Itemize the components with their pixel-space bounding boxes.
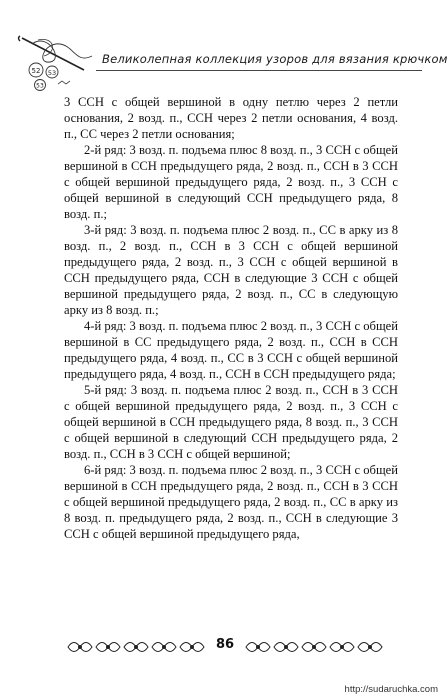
ornament-number-2: 53 xyxy=(47,69,57,77)
paragraph-row-3: 3-й ряд: 3 возд. п. подъема плюс 2 возд. п., СС в арку из 8 возд. п., 2 возд. п., ССН в 3 ССН с общей вершиной предыдущего ряда, 2 возд. п., 3 ССН с общей вершиной в ССН предыдущего ряда, ССН в следующие 3 ССН с общей вершиной предыдущего ряда, 2 возд. п., СС в следующую арку из 8 возд. п.; xyxy=(64,223,398,317)
ornament-number-1: 52 xyxy=(31,67,41,75)
page-footer xyxy=(0,628,448,668)
running-header-title: Великолепная коллекция узоров для вязания крючком xyxy=(102,52,448,66)
paragraph-row-6: 6-й ряд: 3 возд. п. подъема плюс 2 возд. п., 3 ССН с общей вершиной в ССН предыдущего ряда, 2 возд. п., ССН в 3 ССН с общей вершиной предыдущего ряда, 2 возд. п., СС в арку из 8 возд. п. предыдущего ряда, 2 возд. п., ССН в следующие 3 ССН с общей вершиной предыдущего ряда, xyxy=(64,463,398,541)
source-watermark: http://sudaruchka.com xyxy=(344,684,438,695)
header-divider xyxy=(96,70,422,71)
page-header xyxy=(0,0,448,100)
crochet-pattern-border-icon xyxy=(244,636,390,658)
paragraph-continuation: 3 ССН с общей вершиной в одну петлю через 2 петли основания, 2 возд. п., ССН через 2 петли основания, 4 возд. п., СС через 2 петли основания; xyxy=(64,95,398,141)
paragraph-row-2: 2-й ряд: 3 возд. п. подъема плюс 8 возд. п., 3 ССН с общей вершиной в ССН предыдущего ряда, 2 возд. п., ССН в 3 ССН с общей вершиной предыдущего ряда, 2 возд. п., 3 ССН с общей вершиной в следующий ССН предыдущего ряда, 8 возд. п.; xyxy=(64,143,398,221)
paragraph-row-4: 4-й ряд: 3 возд. п. подъема плюс 2 возд. п., 3 ССН с общей вершиной в СС предыдущего ряда, 2 возд. п., ССН в ССН предыдущего ряда, 4 возд. п., СС в 3 ССН с общей вершиной предыдущего ряда, 4 возд. п., ССН в ССН предыдущего ряда; xyxy=(64,319,398,381)
crochet-pattern-border-icon xyxy=(66,636,206,658)
needle-thread-ornament-icon xyxy=(14,30,106,100)
paragraph-row-5: 5-й ряд: 3 возд. п. подъема плюс 2 возд. п., ССН в 3 ССН с общей вершиной предыдущего ряда, 2 возд. п., 3 ССН с общей вершиной в ССН предыдущего ряда, 8 возд. п., 3 ССН с общей вершиной в следующий ССН предыдущего ряда, 2 возд. п., ССН в 3 ССН с общей вершиной; xyxy=(64,383,398,461)
ornament-number-3: 53 xyxy=(36,82,44,90)
page-number: 86 xyxy=(215,637,235,652)
page-body-text xyxy=(64,94,398,542)
